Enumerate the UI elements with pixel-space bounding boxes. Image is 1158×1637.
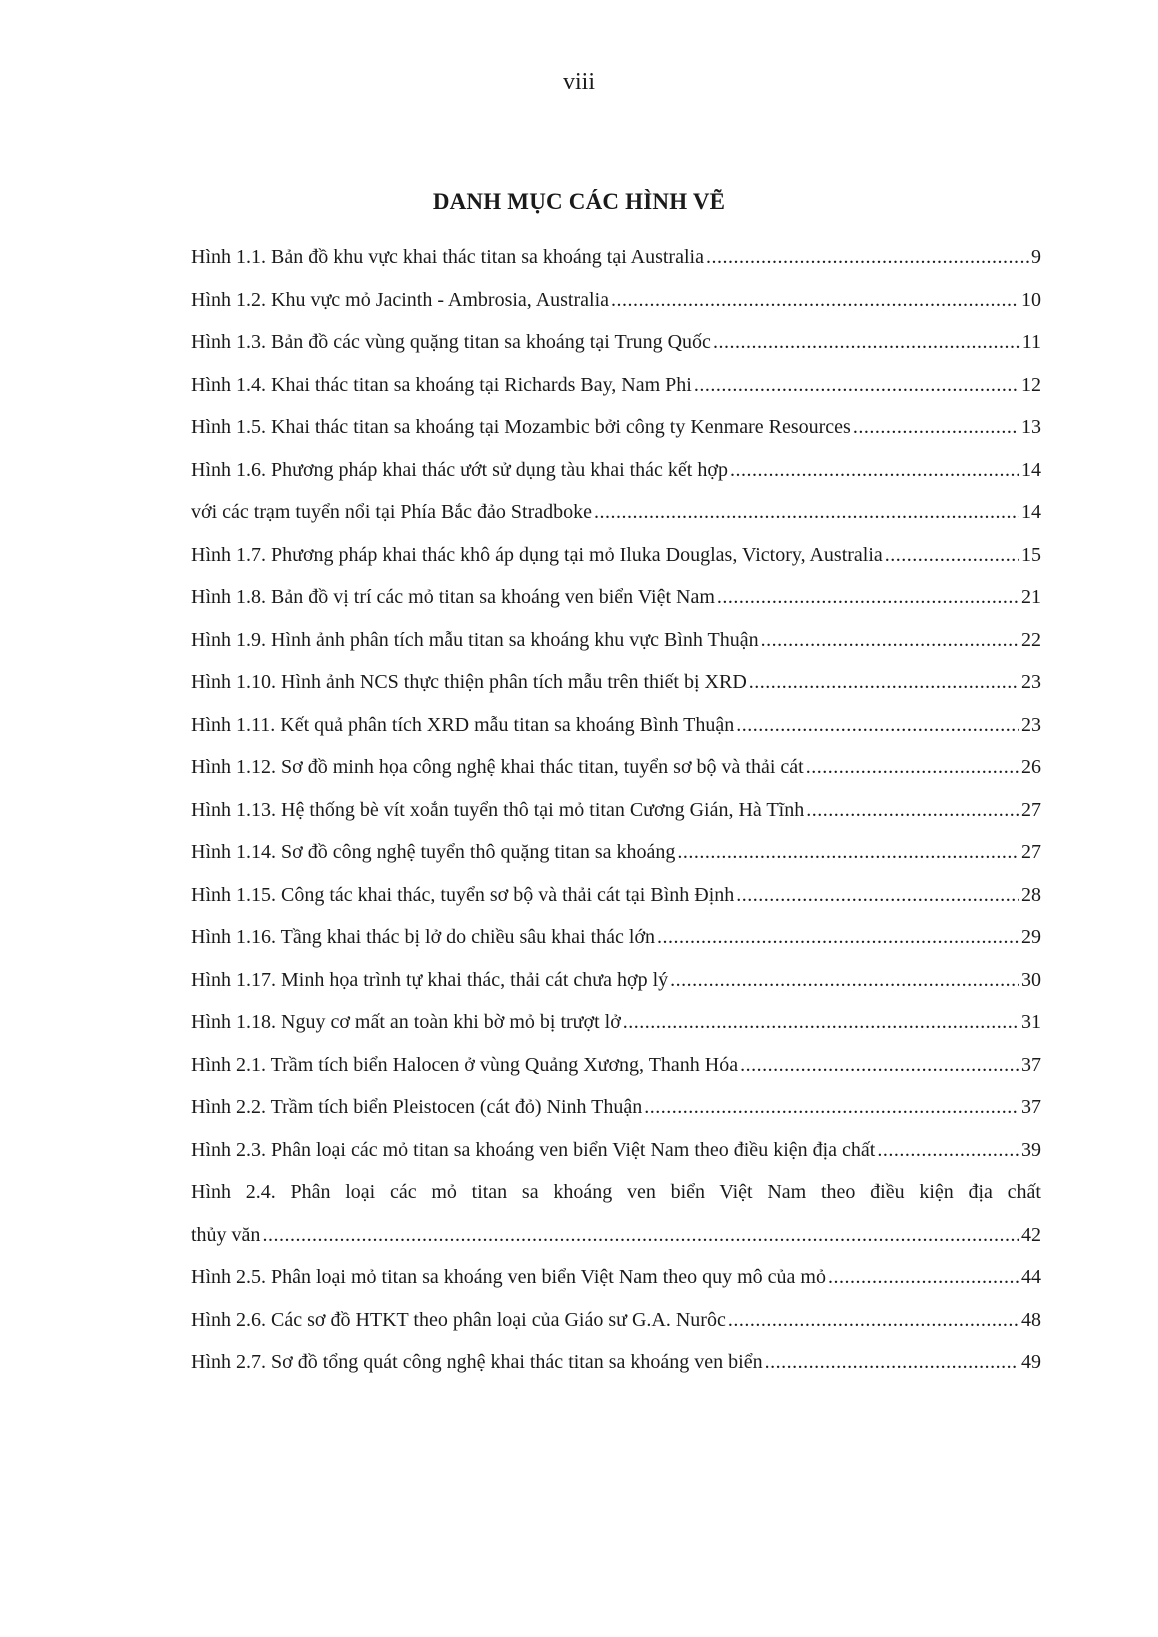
figure-entry-title: Hình 1.10. Hình ảnh NCS thực thiện phân tích mẫu trên thiết bị XRD: [191, 671, 747, 693]
figure-entry: [191, 704, 1041, 747]
dot-leader: [765, 1341, 1019, 1384]
figure-entry: [191, 1299, 1041, 1342]
dot-leader: [853, 406, 1019, 449]
figure-entry-title: Hình 2.2. Trầm tích biển Pleistocen (cát đỏ) Ninh Thuận: [191, 1096, 643, 1118]
figure-entry-page: 21: [1021, 586, 1041, 608]
figure-entry-page: 37: [1021, 1053, 1041, 1076]
figure-entry-title: Hình 1.1. Bản đồ khu vực khai thác titan sa khoáng tại Australia: [191, 246, 704, 268]
figure-entry-page: 15: [1021, 543, 1041, 566]
figure-entry-page: 48: [1021, 1308, 1041, 1331]
figure-entry-title: Hình 1.15. Công tác khai thác, tuyển sơ bộ và thải cát tại Bình Định: [191, 883, 735, 906]
dot-leader: [611, 279, 1019, 322]
figure-entry: [191, 236, 1041, 279]
figure-entry-title: Hình 2.7. Sơ đồ tổng quát công nghệ khai thác titan sa khoáng ven biển: [191, 1351, 763, 1373]
figure-entry-page: 44: [1021, 1266, 1041, 1288]
figure-entry-title: với các trạm tuyển nổi tại Phía Bắc đảo Stradboke: [191, 501, 593, 523]
figure-entry-page: 22: [1021, 628, 1041, 651]
figure-entry: [191, 874, 1041, 917]
figure-entry-page: 42: [1021, 1223, 1041, 1246]
dot-leader: [828, 1256, 1019, 1299]
figure-entry-page: 49: [1021, 1351, 1041, 1373]
figure-entry: [191, 1129, 1041, 1172]
figure-entry-title: Hình 2.6. Các sơ đồ HTKT theo phân loại của Giáo sư G.A. Nurôc: [191, 1308, 726, 1331]
dot-leader: [594, 491, 1019, 534]
dot-leader: [262, 1214, 1019, 1257]
figure-entry-page: 29: [1021, 926, 1041, 948]
figure-entry-page: 28: [1021, 883, 1041, 906]
dot-leader: [644, 1086, 1019, 1129]
figure-entry-page: 27: [1021, 798, 1041, 821]
figure-entry: [191, 959, 1041, 1002]
figure-entry: [191, 364, 1041, 407]
dot-leader: [877, 1129, 1019, 1172]
dot-leader: [677, 831, 1019, 874]
dot-leader: [736, 874, 1019, 917]
figure-entry-page: 26: [1021, 756, 1041, 778]
dot-leader: [670, 959, 1019, 1002]
figure-entry: [191, 576, 1041, 619]
figure-entry: [191, 534, 1041, 577]
figure-entry-title: Hình 1.16. Tầng khai thác bị lở do chiều sâu khai thác lớn: [191, 926, 656, 948]
dot-leader: [740, 1044, 1019, 1087]
figure-entry: [191, 406, 1041, 449]
dot-leader: [728, 1299, 1019, 1342]
figure-entry-page: 31: [1021, 1011, 1041, 1033]
figure-entry: [191, 789, 1041, 832]
dot-leader: [761, 619, 1019, 662]
figure-entry: [191, 1044, 1041, 1087]
figure-entry-title: Hình 1.14. Sơ đồ công nghệ tuyển thô quặng titan sa khoáng: [191, 841, 676, 863]
figure-entry: [191, 1256, 1041, 1299]
figure-entry-page: 10: [1021, 288, 1041, 311]
figure-entry: [191, 1001, 1041, 1044]
figure-entry-title: Hình 1.3. Bản đồ các vùng quặng titan sa khoáng tại Trung Quốc: [191, 331, 711, 353]
figure-entry: [191, 1171, 1041, 1214]
figure-entry: [191, 831, 1041, 874]
figure-entry-page: 14: [1021, 458, 1041, 481]
dot-leader: [885, 534, 1019, 577]
figure-entry-title: Hình 1.5. Khai thác titan sa khoáng tại Mozambic bởi công ty Kenmare Resources: [191, 416, 851, 438]
dot-leader: [806, 789, 1019, 832]
figure-entry-page: 9: [1031, 246, 1041, 268]
figure-entry-title: Hình 2.1. Trầm tích biển Halocen ở vùng Quảng Xương, Thanh Hóa: [191, 1053, 739, 1076]
figure-list: [191, 236, 1041, 1384]
figure-entry-page: 23: [1021, 713, 1041, 736]
figure-entry-title: Hình 1.2. Khu vực mỏ Jacinth - Ambrosia, Australia: [191, 288, 610, 311]
figure-entry-title: Hình 1.12. Sơ đồ minh họa công nghệ khai thác titan, tuyển sơ bộ và thải cát: [191, 756, 804, 778]
page-title: DANH MỤC CÁC HÌNH VẼ: [432, 189, 726, 214]
dot-leader: [730, 449, 1019, 492]
figure-entry-page: 30: [1021, 968, 1041, 991]
figure-entry-page: 27: [1021, 841, 1041, 863]
figure-entry: [191, 279, 1041, 322]
figure-entry-title: Hình 2.4. Phân loại các mỏ titan sa khoáng ven biển Việt Nam theo điều kiện địa chất: [191, 1181, 1041, 1203]
figure-entry-title: Hình 1.6. Phương pháp khai thác ướt sử dụng tàu khai thác kết hợp: [191, 458, 728, 481]
dot-leader: [694, 364, 1019, 407]
figure-entry: [191, 449, 1041, 492]
figure-entry-title: Hình 1.13. Hệ thống bè vít xoắn tuyển thô tại mỏ titan Cương Gián, Hà Tĩnh: [191, 798, 805, 821]
figure-entry-title: Hình 1.17. Minh họa trình tự khai thác, thải cát chưa hợp lý: [191, 968, 669, 991]
figure-entry-title: Hình 2.3. Phân loại các mỏ titan sa khoáng ven biển Việt Nam theo điều kiện địa chất: [191, 1138, 876, 1161]
figure-entry-page: 11: [1021, 331, 1041, 353]
dot-leader: [806, 746, 1019, 789]
figure-entry-title: Hình 1.7. Phương pháp khai thác khô áp dụng tại mỏ Iluka Douglas, Victory, Australia: [191, 543, 883, 566]
figure-entry: [191, 661, 1041, 704]
dot-leader: [713, 321, 1020, 364]
figure-entry: [191, 1086, 1041, 1129]
figure-entry: [191, 1341, 1041, 1384]
dot-leader: [657, 916, 1019, 959]
figure-entry-page: 37: [1021, 1096, 1041, 1118]
dot-leader: [736, 704, 1019, 747]
figure-entry-title: Hình 1.9. Hình ảnh phân tích mẫu titan sa khoáng khu vực Bình Thuận: [191, 628, 759, 651]
figure-entry: [191, 321, 1041, 364]
dot-leader: [749, 661, 1019, 704]
figure-entry-page: 23: [1021, 671, 1041, 693]
figure-entry-title: thủy văn: [191, 1223, 261, 1246]
figure-entry-page: 13: [1021, 416, 1041, 438]
page-number: viii: [562, 69, 595, 95]
figure-entry-title: Hình 2.5. Phân loại mỏ titan sa khoáng ven biển Việt Nam theo quy mô của mỏ: [191, 1266, 826, 1288]
figure-entry-page: 39: [1021, 1138, 1041, 1161]
figure-entry-title: Hình 1.4. Khai thác titan sa khoáng tại Richards Bay, Nam Phi: [191, 373, 692, 396]
figure-entry-title: Hình 1.8. Bản đồ vị trí các mỏ titan sa khoáng ven biển Việt Nam: [191, 586, 715, 608]
dot-leader: [706, 236, 1029, 279]
figure-entry-title: Hình 1.18. Nguy cơ mất an toàn khi bờ mỏ bị trượt lở: [191, 1011, 621, 1033]
figure-entry: [191, 1214, 1041, 1257]
figure-entry: [191, 916, 1041, 959]
figure-entry-page: 14: [1021, 501, 1041, 523]
figure-entry-page: 12: [1021, 373, 1041, 396]
dot-leader: [623, 1001, 1019, 1044]
figure-entry: [191, 619, 1041, 662]
figure-entry: [191, 746, 1041, 789]
dot-leader: [717, 576, 1019, 619]
figure-entry-title: Hình 1.11. Kết quả phân tích XRD mẫu titan sa khoáng Bình Thuận: [191, 713, 735, 736]
figure-entry: [191, 491, 1041, 534]
